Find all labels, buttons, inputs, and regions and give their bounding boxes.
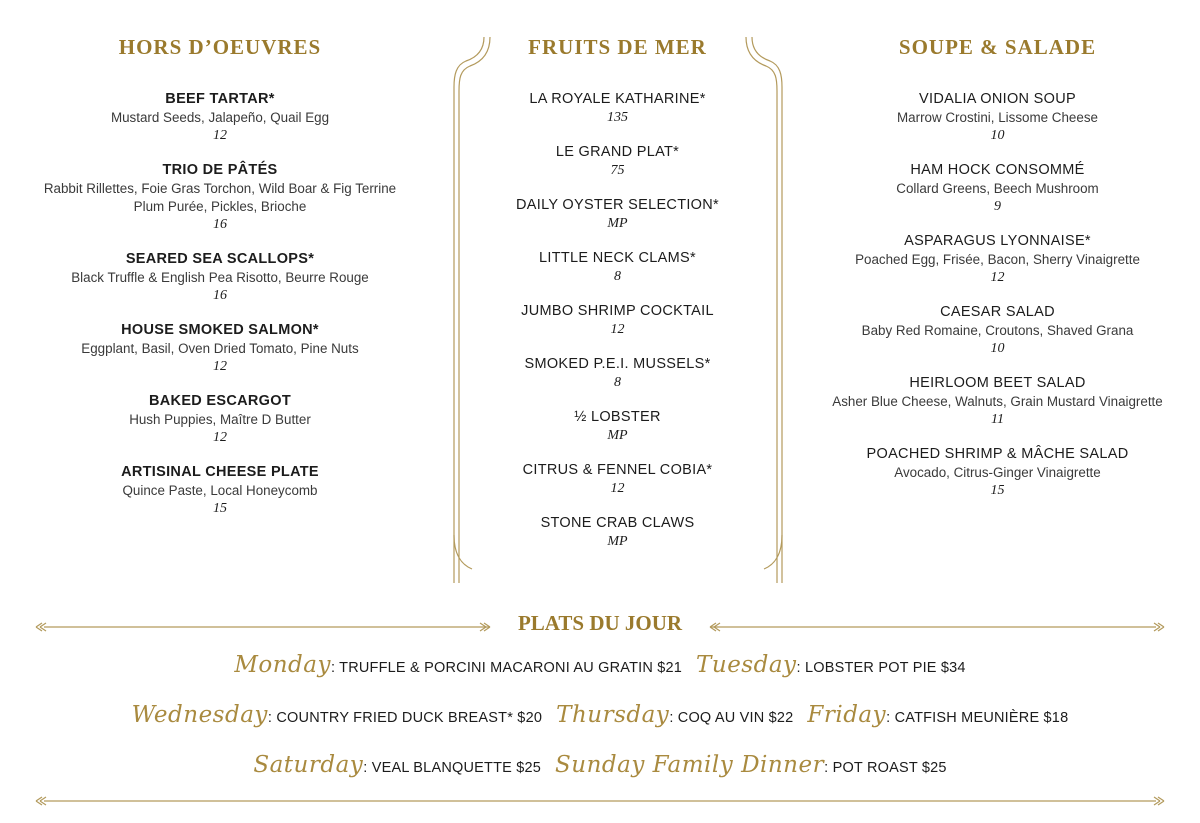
item-price: 12: [213, 359, 227, 374]
item-name: TRIO DE PÂTÉS: [162, 162, 278, 178]
day-tuesday: Tuesday: [696, 652, 797, 678]
menu-item: [470, 143, 765, 179]
item-description: Collard Greens, Beech Mushroom: [896, 181, 1099, 196]
item-description: Quince Paste, Local Honeycomb: [122, 483, 318, 498]
item-price: 16: [213, 217, 227, 232]
plats-divider-bottom: [30, 793, 1170, 809]
item-price: 8: [614, 269, 621, 284]
menu-item: [805, 90, 1190, 145]
item-name: LA ROYALE KATHARINE*: [529, 91, 706, 107]
item-name: SEARED SEA SCALLOPS*: [125, 251, 315, 267]
day-saturday: Saturday: [253, 752, 364, 778]
dish-sunday: : POT ROAST $25: [824, 760, 947, 776]
item-price: 75: [610, 163, 625, 178]
item-name: JUMBO SHRIMP COCKTAIL: [521, 303, 714, 319]
item-description: Black Truffle & English Pea Risotto, Beurre Rouge: [71, 270, 369, 285]
dish-thursday: : COQ AU VIN $22: [669, 710, 794, 726]
dish-wednesday: : COUNTRY FRIED DUCK BREAST* $20: [267, 710, 543, 726]
item-description: Asher Blue Cheese, Walnuts, Grain Mustard Vinaigrette: [832, 394, 1163, 409]
item-description: Baby Red Romaine, Croutons, Shaved Grana: [861, 323, 1134, 338]
menu-item: [0, 90, 440, 145]
menu-item: [805, 303, 1190, 358]
item-price: 135: [607, 110, 628, 125]
item-price: 10: [990, 128, 1005, 143]
item-description: Plum Purée, Pickles, Brioche: [133, 199, 307, 214]
item-name: ARTISINAL CHEESE PLATE: [121, 464, 319, 480]
menu-item: [470, 514, 765, 550]
item-price: 11: [991, 412, 1004, 427]
item-name: HEIRLOOM BEET SALAD: [909, 375, 1086, 391]
item-price: 16: [213, 288, 227, 303]
menu-item: [470, 90, 765, 126]
menu-item: [0, 321, 440, 376]
item-name: CITRUS & FENNEL COBIA*: [522, 462, 713, 478]
menu-item: [805, 374, 1190, 429]
item-price: 15: [990, 483, 1005, 498]
menu-item: [805, 232, 1190, 287]
item-name: SMOKED P.E.I. MUSSELS*: [524, 356, 711, 372]
day-thursday: Thursday: [556, 702, 670, 728]
menu-item: [0, 463, 440, 518]
item-name: BAKED ESCARGOT: [149, 393, 291, 409]
item-name: LITTLE NECK CLAMS*: [539, 250, 696, 266]
item-price: 12: [610, 481, 625, 496]
day-sunday: Sunday Family Dinner: [555, 752, 825, 778]
item-price: 12: [213, 128, 227, 143]
menu-item: [0, 392, 440, 447]
item-description: Eggplant, Basil, Oven Dried Tomato, Pine Nuts: [81, 341, 359, 356]
menu-item: [0, 250, 440, 305]
item-name: ½ LOBSTER: [574, 409, 661, 425]
item-description: Marrow Crostini, Lissome Cheese: [897, 110, 1098, 125]
daily-specials-row-1: [0, 652, 1200, 678]
item-description: Hush Puppies, Maître D Butter: [129, 412, 311, 427]
item-name: LE GRAND PLAT*: [555, 144, 680, 160]
item-price: 12: [213, 430, 227, 445]
day-friday: Friday: [807, 702, 887, 728]
hors-doeuvres-title: HORS D’OEUVRES: [118, 35, 322, 59]
menu-item: [805, 445, 1190, 505]
soupe-salade-title: SOUPE & SALADE: [898, 35, 1097, 59]
item-description: Avocado, Citrus-Ginger Vinaigrette: [894, 465, 1101, 480]
item-name: POACHED SHRIMP & MÂCHE SALAD: [866, 446, 1129, 462]
item-description: Mustard Seeds, Jalapeño, Quail Egg: [110, 110, 330, 125]
item-price: 12: [990, 270, 1005, 285]
menu-item: [470, 408, 765, 444]
daily-specials-row-3: [0, 752, 1200, 778]
menu-item: [805, 161, 1190, 216]
item-price: 12: [610, 322, 625, 337]
item-name: BEEF TARTAR*: [165, 91, 275, 107]
menu-item: [470, 355, 765, 391]
daily-specials-row-2: [0, 702, 1200, 728]
day-monday: Monday: [234, 652, 331, 678]
item-description: Poached Egg, Frisée, Bacon, Sherry Vinaigrette: [855, 252, 1140, 267]
menu-item: [470, 302, 765, 338]
dish-monday: : TRUFFLE & PORCINI MACARONI AU GRATIN $21: [330, 660, 683, 676]
item-price: 10: [990, 341, 1005, 356]
item-price: 8: [614, 375, 621, 390]
item-price: 9: [994, 199, 1001, 214]
dish-saturday: : VEAL BLANQUETTE $25: [363, 760, 542, 776]
dish-tuesday: : LOBSTER POT PIE $34: [796, 660, 966, 676]
menu-item: [0, 161, 440, 234]
dish-friday: : CATFISH MEUNIÈRE $18: [886, 710, 1069, 726]
plats-du-jour-title: PLATS DU JOUR: [517, 611, 683, 635]
item-name: ASPARAGUS LYONNAISE*: [904, 233, 1091, 249]
menu-item: [470, 249, 765, 285]
menu-item: [470, 461, 765, 497]
item-price: MP: [607, 534, 628, 549]
item-name: CAESAR SALAD: [940, 304, 1055, 320]
item-price: 15: [213, 501, 227, 516]
item-description: Rabbit Rillettes, Foie Gras Torchon, Wild Boar & Fig Terrine: [43, 181, 397, 196]
item-name: HOUSE SMOKED SALMON*: [121, 322, 319, 338]
menu-item: [470, 196, 765, 232]
fruits-de-mer-title: FRUITS DE MER: [528, 35, 707, 59]
item-name: HAM HOCK CONSOMMÉ: [910, 162, 1085, 178]
item-price: MP: [607, 216, 628, 231]
item-name: DAILY OYSTER SELECTION*: [516, 197, 719, 213]
item-name: STONE CRAB CLAWS: [540, 515, 695, 531]
item-name: VIDALIA ONION SOUP: [919, 91, 1076, 107]
day-wednesday: Wednesday: [131, 702, 268, 728]
item-price: MP: [607, 428, 628, 443]
